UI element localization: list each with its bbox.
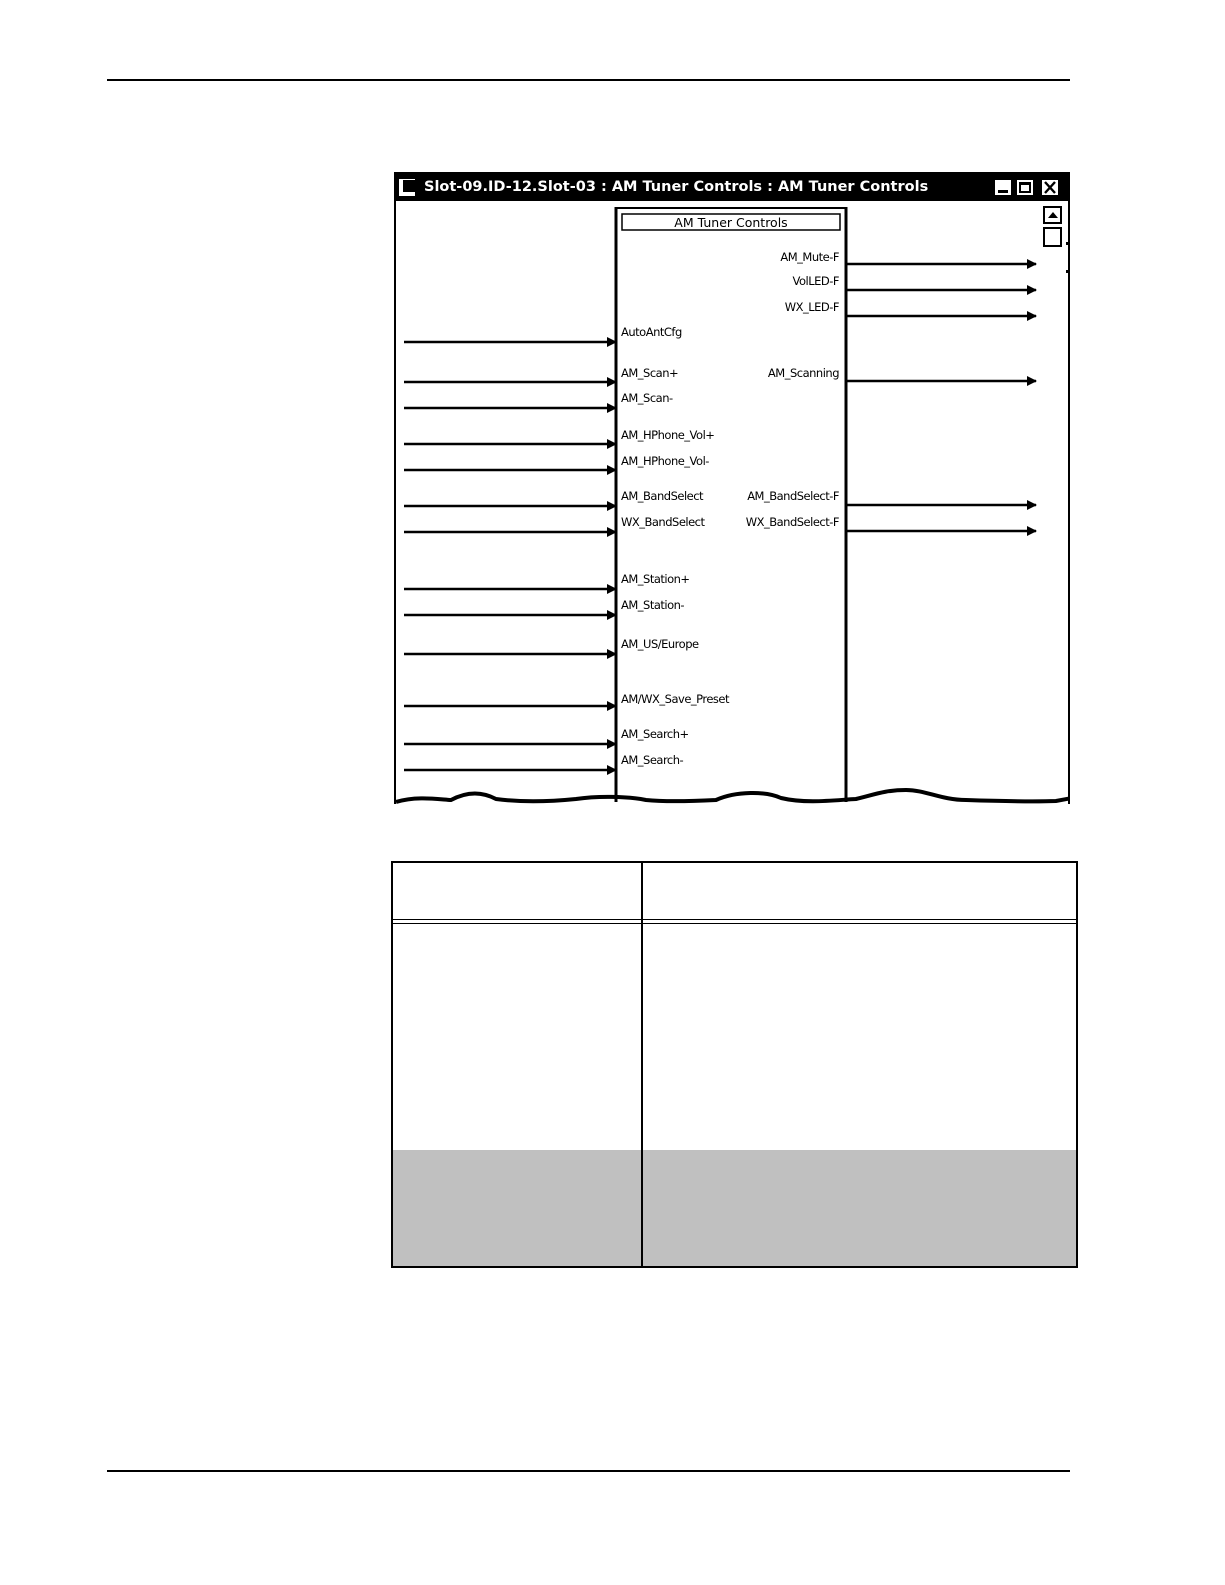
table-row-shaded: [393, 1150, 1076, 1266]
input-pin[interactable]: [404, 489, 704, 506]
input-pin[interactable]: [404, 366, 678, 382]
input-pin-label: AutoAntCfg: [621, 325, 682, 339]
input-pin-label: AM_Search-: [621, 753, 684, 767]
input-pin-label: AM_Scan-: [621, 391, 673, 405]
output-pin[interactable]: [747, 489, 1036, 505]
input-pin-label: AM/WX_Save_Preset: [621, 692, 729, 706]
input-pin-label: WX_BandSelect: [621, 515, 705, 529]
input-pin[interactable]: [404, 325, 682, 342]
output-pin-label: WX_BandSelect-F: [745, 515, 839, 529]
input-pin-label: AM_HPhone_Vol-: [621, 454, 709, 468]
footer-rule: [107, 1470, 1070, 1472]
input-pin-label: AM_Search+: [621, 727, 689, 741]
input-pin-label: AM_BandSelect: [621, 489, 704, 503]
input-pin[interactable]: [404, 428, 714, 444]
header-rule: [107, 79, 1070, 81]
input-pin-label: AM_HPhone_Vol+: [621, 428, 715, 442]
window-title: Slot-09.ID-12.Slot-03 : AM Tuner Controls : AM Tuner Controls: [424, 179, 929, 195]
input-pin[interactable]: [404, 753, 684, 770]
output-pin-label: AM_Mute-F: [780, 250, 839, 264]
output-pin-label: VolLED-F: [792, 274, 839, 288]
input-pin[interactable]: [404, 391, 673, 408]
input-pin[interactable]: [404, 454, 709, 470]
output-pin[interactable]: [785, 300, 1036, 316]
output-pin-label: AM_Scanning: [767, 366, 839, 380]
function-block[interactable]: [616, 207, 846, 802]
output-pin-label: WX_LED-F: [784, 300, 839, 314]
am-tuner-controls-window[interactable]: [394, 172, 1070, 804]
output-pin[interactable]: [793, 274, 1037, 290]
input-pin[interactable]: [404, 637, 699, 654]
output-pin[interactable]: [780, 250, 1036, 264]
table-header-separator: [393, 919, 1076, 924]
block-diagram: [396, 174, 1070, 804]
input-pin-label: AM_US/Europe: [621, 637, 699, 651]
torn-edge: [396, 790, 1070, 802]
output-pin[interactable]: [768, 366, 1036, 381]
input-pin-label: AM_Station+: [621, 572, 690, 586]
input-pin-label: AM_Station-: [621, 598, 685, 612]
input-pin[interactable]: [404, 598, 684, 615]
input-pin[interactable]: [404, 692, 730, 706]
output-pin[interactable]: [746, 515, 1036, 531]
description-table: [391, 861, 1078, 1268]
block-title: AM Tuner Controls: [674, 215, 788, 230]
input-pin-label: AM_Scan+: [621, 366, 679, 380]
input-pin[interactable]: [404, 572, 690, 589]
input-pin[interactable]: [404, 727, 689, 744]
output-pin-label: AM_BandSelect-F: [747, 489, 839, 503]
input-pin[interactable]: [404, 515, 705, 532]
